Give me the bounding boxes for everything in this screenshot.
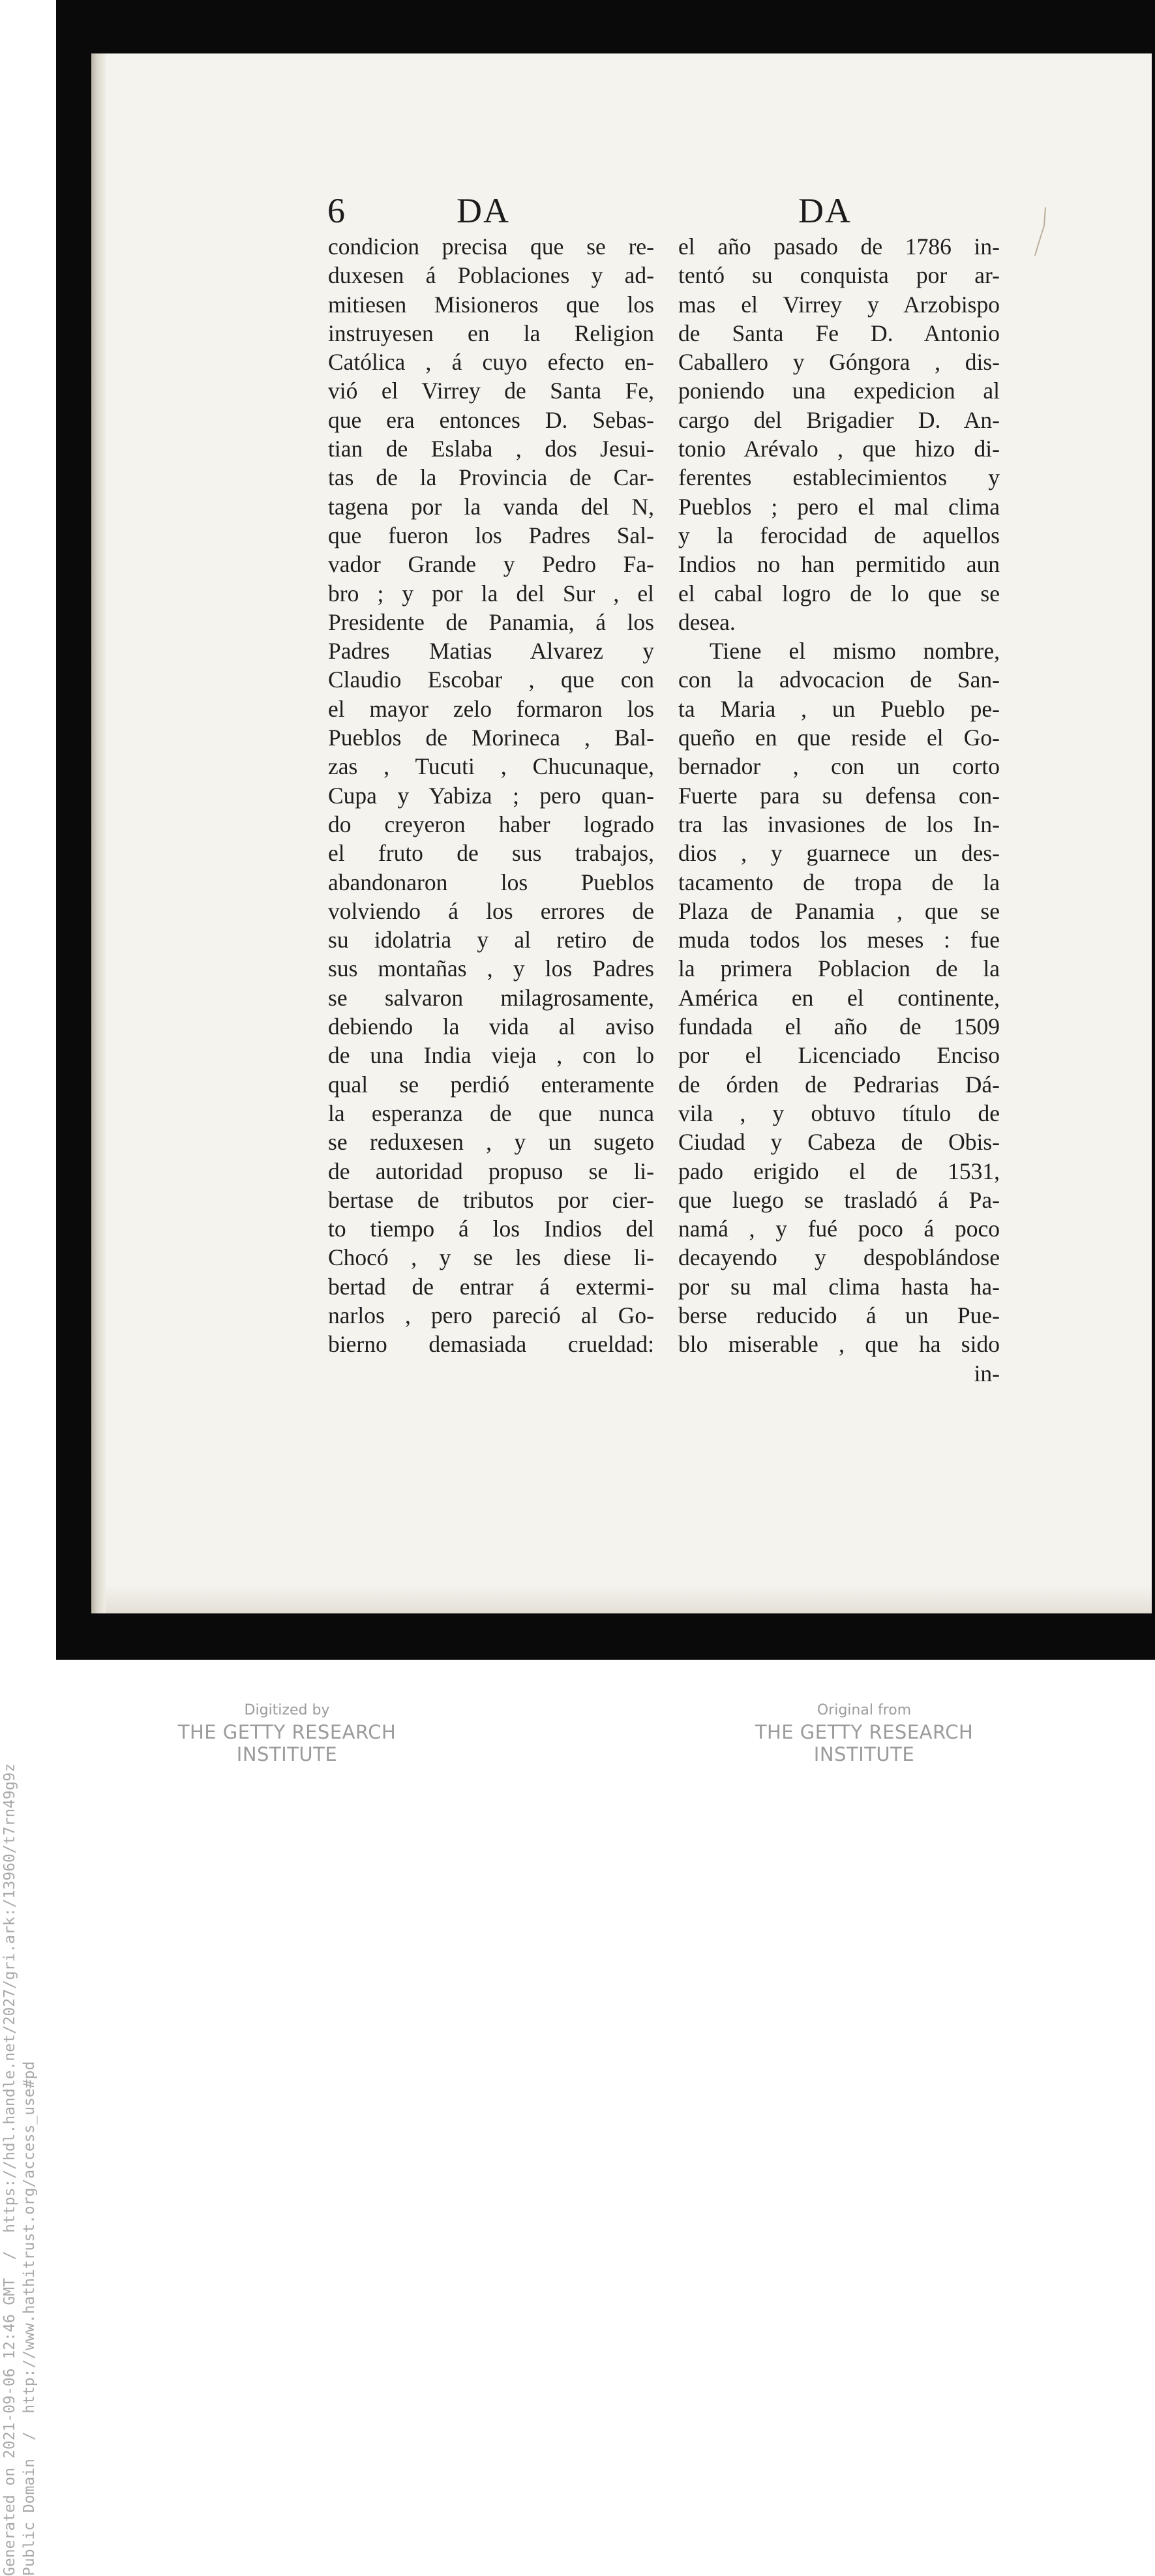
text-line: bertase de tributos por cier-	[328, 1186, 654, 1213]
text-line: se reduxesen , y un sugeto	[328, 1129, 654, 1156]
text-line: Padres Matias Alvarez y	[328, 638, 654, 665]
page-gutter-shadow	[91, 53, 106, 1613]
text-line: el año pasado de 1786 in-	[678, 233, 1000, 260]
running-header-right: DA	[798, 191, 852, 230]
left-text-column	[328, 232, 654, 1359]
text-line: de una India vieja , con lo	[328, 1042, 654, 1069]
text-line: se salvaron milagrosamente,	[328, 984, 654, 1011]
text-line: de órden de Pedrarias Dá-	[678, 1071, 1000, 1098]
text-line: bro ; y por la del Sur , el	[328, 580, 654, 607]
stamp-line-generated: Generated on 2021-09-06 12:46 GMT / https://hdl.handle.net/2027/gri.ark:/13960/t7rn49g9z	[1, 1763, 18, 2576]
text-line: Chocó , y se les diese li-	[328, 1244, 654, 1271]
text-line: condicion precisa que se re-	[328, 233, 654, 260]
text-line: abandonaron los Pueblos	[328, 869, 654, 895]
text-line: vió el Virrey de Santa Fe,	[328, 378, 654, 404]
text-line: pado erigido el de 1531,	[678, 1158, 1000, 1184]
margin-mark	[1032, 206, 1051, 258]
stamp-line-license: Public Domain / http://www.hathitrust.org/access_use#pd	[21, 2061, 38, 2576]
text-line: vador Grande y Pedro Fa-	[328, 551, 654, 578]
text-line: por su mal clima hasta ha-	[678, 1273, 1000, 1300]
text-line: sus montañas , y los Padres	[328, 955, 654, 982]
text-line: to tiempo á los Indios del	[328, 1216, 654, 1242]
text-line: por el Licenciado Enciso	[678, 1042, 1000, 1069]
text-line: Indios no han permitido aun	[678, 551, 1000, 578]
text-line: dios , y guarnece un des-	[678, 840, 1000, 867]
text-line: tagena por la vanda del N,	[328, 493, 654, 520]
text-line: de Santa Fe D. Antonio	[678, 320, 1000, 346]
text-line: tentó su conquista por ar-	[678, 262, 1000, 289]
original-from-credit	[711, 1702, 1017, 1765]
right-text-column	[678, 232, 1000, 1388]
text-line: Pueblos de Morineca , Bal-	[328, 725, 654, 751]
text-line: berse reducido á un Pue-	[678, 1302, 1000, 1328]
text-line: que era entonces D. Sebas-	[328, 406, 654, 433]
text-line: tas de la Provincia de Car-	[328, 464, 654, 491]
text-line: zas , Tucuti , Chucunaque,	[328, 753, 654, 780]
text-line: ferentes establecimientos y	[678, 464, 1000, 491]
text-line: que luego se trasladó á Pa-	[678, 1186, 1000, 1213]
text-line: mas el Virrey y Arzobispo	[678, 291, 1000, 318]
text-line: decayendo y despoblándose	[678, 1244, 1000, 1271]
page-bottom-edge	[106, 1585, 1152, 1613]
digitized-by-label: Digitized by	[244, 1702, 330, 1718]
original-from-label: Original from	[817, 1702, 912, 1718]
text-line: la primera Poblacion de la	[678, 955, 1000, 982]
text-line: tian de Eslaba , dos Jesui-	[328, 436, 654, 462]
text-line: el mayor zelo formaron los	[328, 695, 654, 722]
text-line: Tiene el mismo nombre,	[710, 638, 1000, 665]
text-line: Plaza de Panamia , que se	[678, 897, 1000, 924]
text-line: duxesen á Poblaciones y ad-	[328, 262, 654, 289]
text-line: el cabal logro de lo que se	[678, 580, 1000, 607]
page-number: 6	[327, 191, 346, 230]
text-line: su idolatria y al retiro de	[328, 927, 654, 953]
text-line: qual se perdió enteramente	[328, 1071, 654, 1098]
text-line: instruyesen en la Religion	[328, 320, 654, 346]
original-from-institution: THE GETTY RESEARCH INSTITUTE	[755, 1721, 974, 1765]
text-line: tra las invasiones de los In-	[678, 811, 1000, 837]
text-line: Claudio Escobar , que con	[328, 666, 654, 693]
text-line: bierno demasiada crueldad:	[328, 1331, 654, 1358]
text-line: bertad de entrar á extermi-	[328, 1273, 654, 1300]
text-line: y la ferocidad de aquellos	[678, 522, 1000, 548]
hathitrust-side-stamp	[0, 841, 39, 2576]
text-line: bernador , con un corto	[678, 753, 1000, 780]
text-line: cargo del Brigadier D. An-	[678, 406, 1000, 433]
text-line: do creyeron haber logrado	[328, 811, 654, 837]
text-line: Cupa y Yabiza ; pero quan-	[328, 782, 654, 809]
text-line: Católica , á cuyo efecto en-	[328, 349, 654, 376]
running-header-left: DA	[457, 191, 510, 230]
text-line: volviendo á los errores de	[328, 897, 654, 924]
text-line: Fuerte para su defensa con-	[678, 782, 1000, 809]
text-line: con la advocacion de San-	[678, 666, 1000, 693]
text-line: poniendo una expedicion al	[678, 378, 1000, 404]
text-line: desea.	[678, 608, 736, 635]
text-line: queño en que reside el Go-	[678, 725, 1000, 751]
text-line: debiendo la vida al aviso	[328, 1013, 654, 1040]
text-line: Presidente de Panamia, á los	[328, 608, 654, 635]
text-line: el fruto de sus trabajos,	[328, 840, 654, 867]
text-line: tacamento de tropa de la	[678, 869, 1000, 895]
text-line: namá , y fué poco á poco	[678, 1216, 1000, 1242]
text-line: narlos , pero pareció al Go-	[328, 1302, 654, 1328]
text-line: muda todos los meses : fue	[678, 927, 1000, 953]
text-line: tonio Arévalo , que hizo di-	[678, 436, 1000, 462]
text-line: América en el continente,	[678, 984, 1000, 1011]
text-line: vila , y obtuvo título de	[678, 1100, 1000, 1126]
text-line: fundada el año de 1509	[678, 1013, 1000, 1040]
text-line: blo miserable , que ha sido	[678, 1331, 1000, 1358]
text-line: Caballero y Góngora , dis-	[678, 349, 1000, 376]
catchword: in-	[974, 1360, 1000, 1386]
text-line: que fueron los Padres Sal-	[328, 522, 654, 548]
text-line: la esperanza de que nunca	[328, 1100, 654, 1126]
text-line: Ciudad y Cabeza de Obis-	[678, 1129, 1000, 1156]
text-line: ta Maria , un Pueblo pe-	[678, 695, 1000, 722]
text-line: de autoridad propuso se li-	[328, 1158, 654, 1184]
text-line: Pueblos ; pero el mal clima	[678, 493, 1000, 520]
digitized-by-credit	[134, 1702, 440, 1765]
digitized-by-institution: THE GETTY RESEARCH INSTITUTE	[177, 1721, 397, 1765]
text-line: mitiesen Misioneros que los	[328, 291, 654, 318]
